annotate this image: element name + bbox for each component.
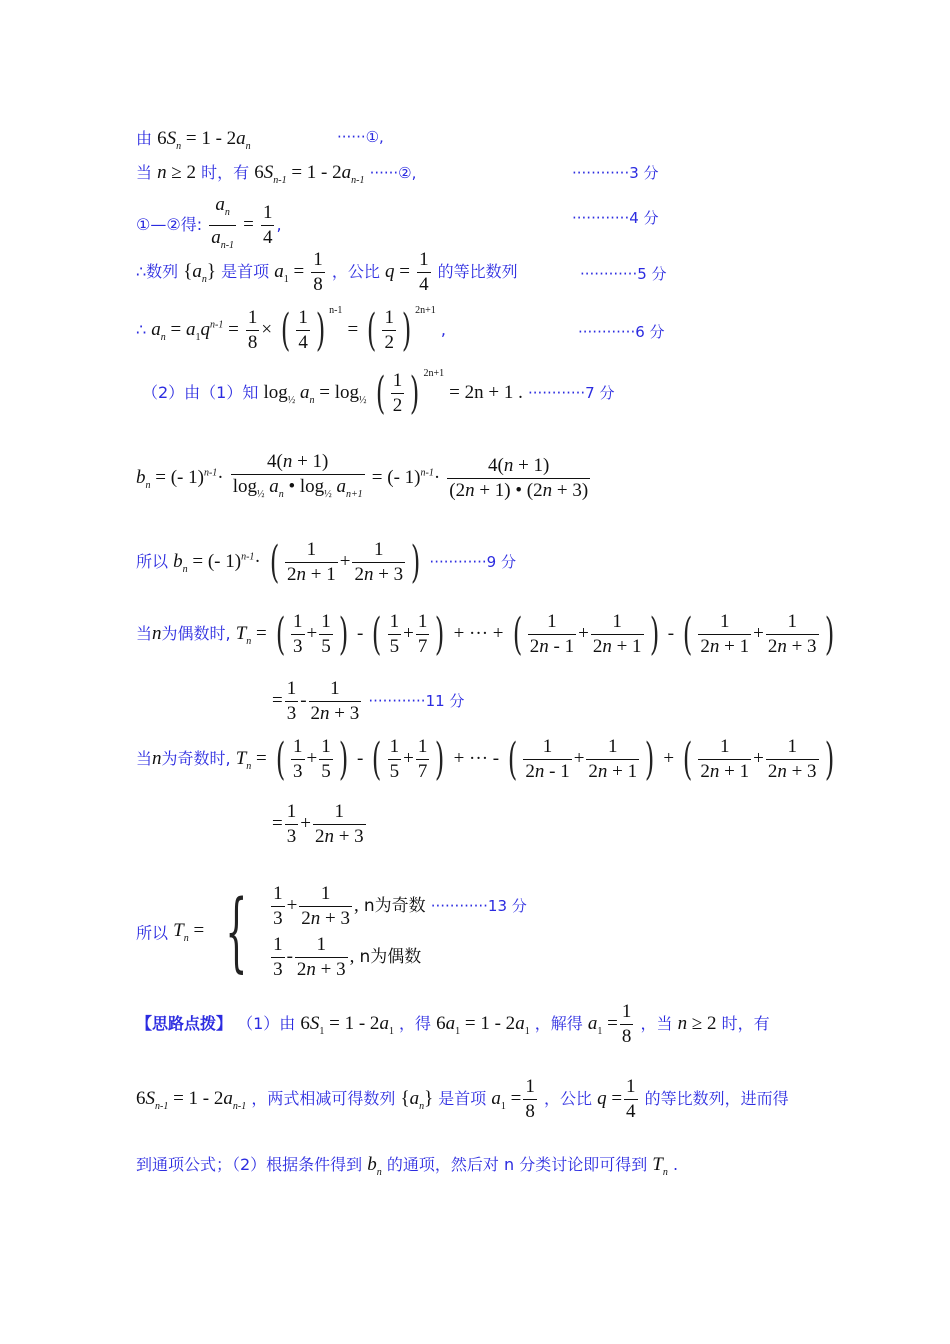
hint-line-1: 【思路点拨】 （1）由 $6S_1 = 1 - 2a_1$ ，得 $6a_1 = 1 - 2a_1$ ，解得 $a_1$ = $\frac{1}{8}$ ，当 n ≥ 2 时，有 [136,1001,770,1047]
line-6: （2）由（1）知 $\log_{\frac{1}{2}} a_n = \log_{\frac{1}{2}}$ ( $\frac{1}{2}$ ) $^{2n+1}$ = 2n + 1 . ············7 分 [142,367,615,419]
line-2: 当 n ≥ 2 时，有 $6S_{n-1} = 1 - 2a_{n-1}$ ······②, [136,162,417,186]
line-2-prefix: 当 [136,163,153,182]
line-1-prefix: 由 [136,129,153,148]
tag-2: ······②, [369,164,417,182]
score-7: ············7 分 [527,384,615,402]
line-8: 所以 $b_n$ = (- 1)$^{n-1}$· ( $\frac{1}{2n + 1}$ + $\frac{1}{2n + 3}$ ) ············9 分 [136,536,516,588]
line-3-prefix: ①—②得: [136,214,203,234]
score-3: ············3 分 [572,164,659,182]
line-1 [136,126,251,152]
line-5: ∴ $a_n = a_1q^{n-1}$ = $\frac{1}{8}$ × ( $\frac{1}{4}$ ) $^{n-1}$ = ( $\frac{1}{2}$ ) $^{2n+1}$ , [136,304,446,356]
line-3: ①—②得: $\frac{a_n}{a_{n-1}}$ = $\frac{1}{4}$ , [136,194,282,251]
case-even: n为偶数 [359,947,422,967]
line-4: ∴数列 $\{a_n\}$ 是首项 $a_1$ = $\frac{1}{8}$ ，公比 q = $\frac{1}{4}$ 的等比数列 [136,249,518,295]
tag-1: ······①, [337,128,384,146]
score-4: ············4 分 [572,209,659,227]
score-13: ············13 分 [430,897,527,915]
score-6: ············6 分 [578,323,665,341]
hint-title: 【思路点拨】 [136,1014,233,1033]
line-11-odd: 当n为奇数时, $T_n$ = ( $\frac{1}{3}$ + $\frac{1}{5}$ ) - ( $\frac{1}{5}$ + $\frac{1}{7}$ ) + ··· - ( $\frac{1}{2n - 1}$ + $\frac{1}{2n + 1}$ ) + ( $\frac{1}{2n + 1}$ + $\frac{1}{2n + 3}$ ) [136,733,834,785]
score-9: ············9 分 [429,553,516,571]
line-7-bn: $b_n$ = (- 1)$^{n-1}$· $\frac{4(n + 1)}{\log_{\frac{1}{2}} a_n • \log_{\frac{1}{2}} a_{n+1}}$ = (- 1)$^{n-1}$· $\frac{4(n + 1)}{(2n + 1) • (2n + 3)}$ [136,451,589,501]
line-10: = $\frac{1}{3}$ - $\frac{1}{2n + 3}$ ············11 分 [272,678,465,724]
line-9-even: 当n为偶数时, $T_n$ = ( $\frac{1}{3}$ + $\frac{1}{5}$ ) - ( $\frac{1}{5}$ + $\frac{1}{7}$ ) + ··· + ( $\frac{1}{2n - 1}$ + $\frac{1}{2n + 1}$ ) - ( $\frac{1}{2n + 1}$ + $\frac{1}{2n + 3}$ ) [136,608,834,660]
line-13-piecewise: 所以 $T_n$ = { $\frac{1}{3}$ + $\frac{1}{2n + 3}$ , n为奇数 ············13 分 $\frac{1}{3}$ - $\frac{1}{2n + 3}$ , n为偶数 [136,882,527,982]
hint-line-3: 到通项公式；（2）根据条件得到 $b_n$ 的通项，然后对 n 分类讨论即可得到 $T_n$ . [136,1154,679,1178]
hint-line-2: $6S_{n-1} = 1 - 2a_{n-1}$ ，两式相减可得数列 $\{a_n\}$ 是首项 $a_1$ = $\frac{1}{8}$ ，公比 q = $\frac{1}{4}$ 的等比数列，进而得 [136,1076,789,1122]
formula-6Sn: $6S_n = 1 - 2a_n$ [157,128,251,152]
line-12: = $\frac{1}{3}$ + $\frac{1}{2n + 3}$ [272,801,364,847]
score-5: ············5 分 [580,265,667,283]
score-11: ············11 分 [368,692,465,710]
case-odd: n为奇数 [363,896,426,916]
